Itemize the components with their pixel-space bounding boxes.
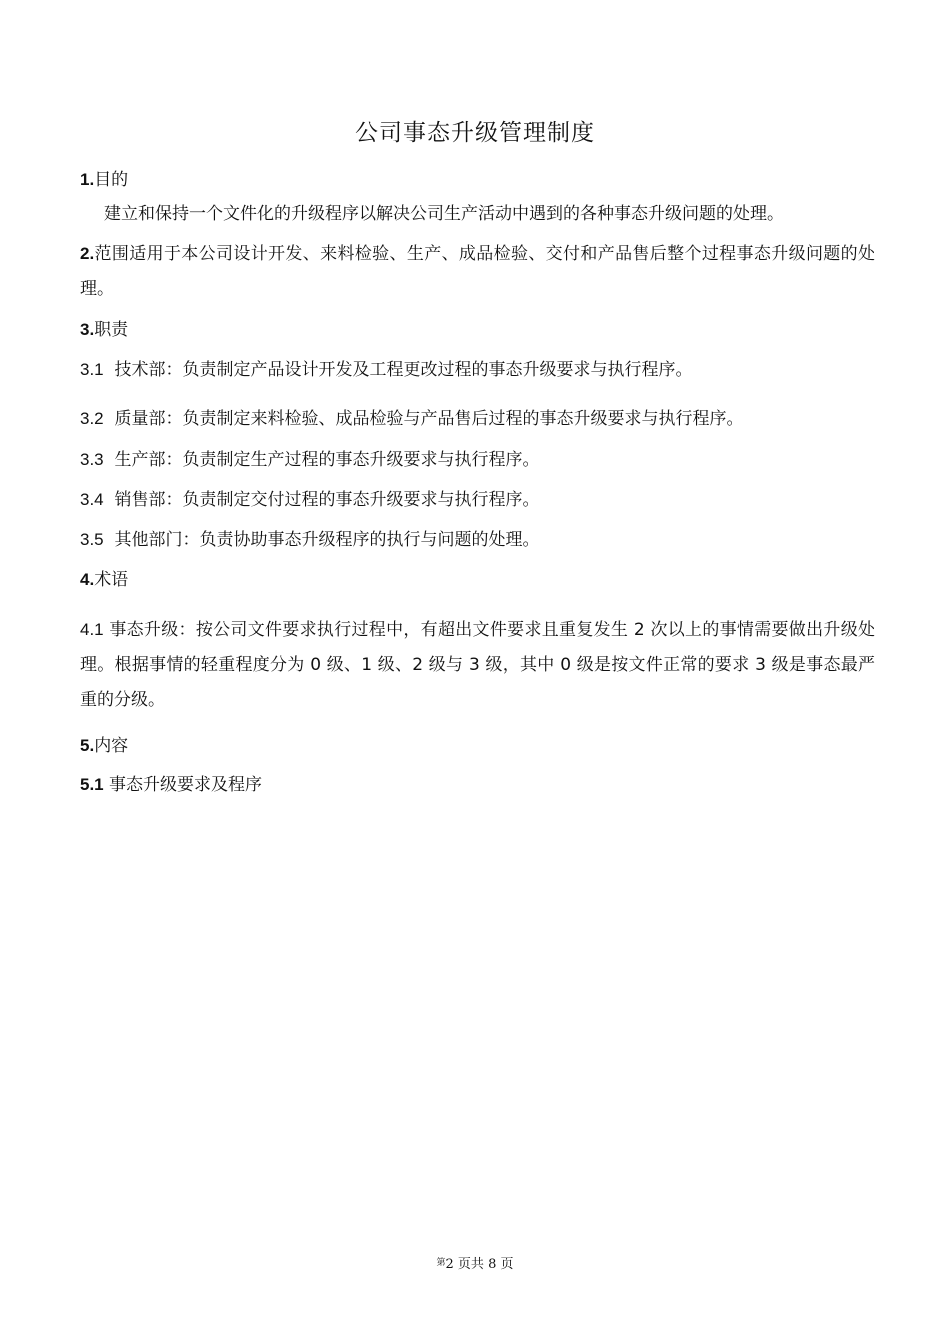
section-heading-text: 术语 bbox=[94, 570, 129, 590]
item-number: 3.3 bbox=[80, 450, 104, 469]
item-number: 3.4 bbox=[80, 490, 104, 509]
item-text: 销售部：负责制定交付过程的事态升级要求与执行程序。 bbox=[114, 490, 540, 510]
section-number: 3. bbox=[80, 320, 95, 339]
list-item bbox=[80, 448, 539, 472]
list-item bbox=[80, 407, 743, 431]
item-number: 4.1 bbox=[80, 620, 104, 639]
section-number: 2. bbox=[80, 244, 95, 263]
list-item bbox=[80, 358, 692, 382]
document-title: 公司事态升级管理制度 bbox=[355, 120, 595, 146]
section-5-heading bbox=[80, 734, 128, 758]
item-text: 质量部：负责制定来料检验、成品检验与产品售后过程的事态升级要求与执行程序。 bbox=[114, 409, 744, 429]
section-number: 1. bbox=[80, 170, 95, 189]
section-number: 4. bbox=[80, 570, 95, 589]
item-text: 其他部门：负责协助事态升级程序的执行与问题的处理。 bbox=[114, 530, 540, 550]
page-number-text: 2 页共 8 页 bbox=[445, 1257, 514, 1272]
section-3-heading bbox=[80, 318, 128, 342]
section-heading-text: 内容 bbox=[94, 736, 129, 756]
page-footer bbox=[0, 1253, 950, 1272]
item-number: 3.2 bbox=[80, 409, 104, 428]
section-4-1-paragraph bbox=[80, 612, 875, 718]
section-heading-text: 职责 bbox=[94, 320, 129, 340]
section-number: 5. bbox=[80, 736, 95, 755]
section-heading-text: 目的 bbox=[94, 170, 129, 190]
section-2-paragraph bbox=[80, 236, 875, 307]
section-1-body: 建立和保持一个文件化的升级程序以解决公司生产活动中遇到的各种事态升级问题的处理。 bbox=[104, 204, 784, 224]
section-1-heading bbox=[80, 168, 128, 192]
item-text: 事态升级：按公司文件要求执行过程中，有超出文件要求且重复发生 2 次以上的事情需要做出升级处理。根据事情的轻重程度分为 0 级、1 级、2 级与 3 级，其中 0 级是按文件正常的要求 3 级是事态最严重的分级。 bbox=[80, 620, 875, 710]
footer-prefix: 第 bbox=[436, 1258, 446, 1268]
item-text: 生产部：负责制定生产过程的事态升级要求与执行程序。 bbox=[114, 450, 540, 470]
item-number: 3.1 bbox=[80, 360, 104, 379]
item-text: 技术部：负责制定产品设计开发及工程更改过程的事态升级要求与执行程序。 bbox=[114, 360, 693, 380]
list-item bbox=[80, 528, 539, 552]
list-item bbox=[80, 488, 539, 512]
section-5-1-heading bbox=[80, 773, 262, 797]
section-4-heading bbox=[80, 568, 128, 592]
section-2-text: 范围适用于本公司设计开发、来料检验、生产、成品检验、交付和产品售后整个过程事态升级问题的处理。 bbox=[80, 244, 875, 299]
item-number: 5.1 bbox=[80, 775, 104, 794]
item-text: 事态升级要求及程序 bbox=[109, 775, 263, 795]
item-number: 3.5 bbox=[80, 530, 104, 549]
